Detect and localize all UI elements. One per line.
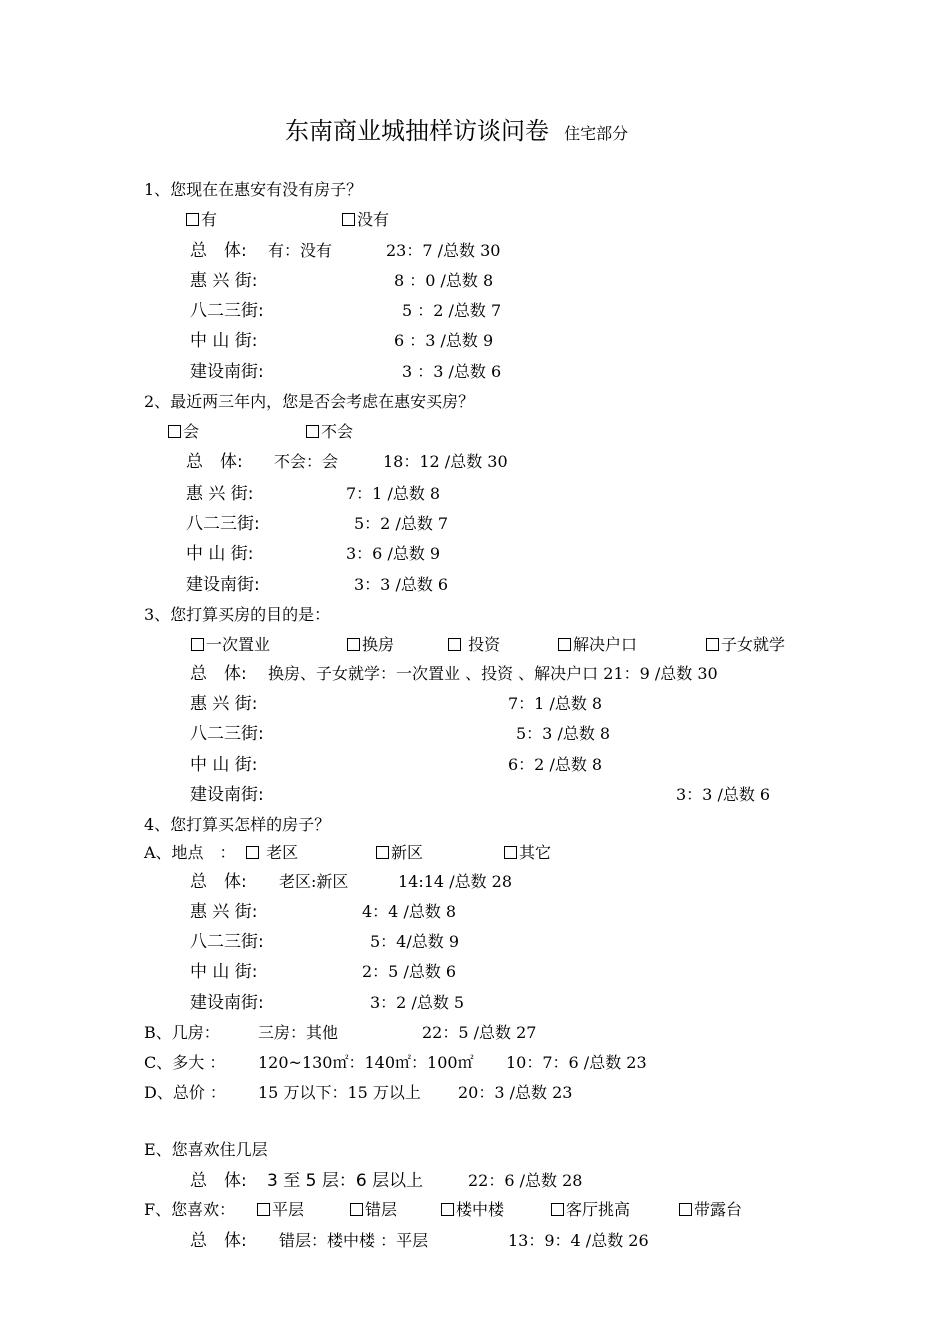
checkbox-icon[interactable]: [679, 1203, 692, 1216]
q4a-row3-value: 2：5 /总数 6: [362, 962, 457, 981]
q4a-row4-value: 3：2 /总数 5: [370, 993, 465, 1012]
document-title-line: [285, 116, 628, 146]
checkbox-icon[interactable]: [168, 425, 181, 438]
q4f-total-value: 13：9：4 /总数 26: [508, 1231, 649, 1250]
q3-row1-value: 7：1 /总数 8: [508, 694, 603, 713]
checkbox-icon[interactable]: [558, 638, 571, 651]
q3-row3-value: 6：2 /总数 8: [508, 755, 603, 774]
q4a-total-value: 14:14 /总数 28: [398, 872, 513, 891]
checkbox-icon[interactable]: [448, 638, 461, 651]
q4e-total-mid: 3 至 5 层：6 层以上: [267, 1171, 424, 1191]
q1-total-mid: 有：没有: [268, 241, 333, 260]
q1-total-label: 总 体:: [190, 241, 247, 261]
checkbox-icon[interactable]: [347, 638, 360, 651]
q4a-row2-label: 八二三街:: [190, 932, 264, 952]
checkbox-icon[interactable]: [246, 846, 259, 859]
checkbox-icon[interactable]: [191, 638, 204, 651]
q1-total-value: 23：7 /总数 30: [386, 241, 501, 260]
q1-row4-value: 3 ：3 /总数 6: [402, 362, 502, 381]
q4b-mid: 三房：其他: [258, 1023, 339, 1042]
q2-total-value: 18：12 /总数 30: [383, 452, 508, 471]
checkbox-icon[interactable]: [257, 1203, 270, 1216]
q3-total-text: 换房、子女就学：一次置业 、投资 、解决户口 21：9 /总数 30: [268, 664, 718, 683]
q2-row4-label: 建设南街:: [186, 575, 260, 595]
q3-option-schooling[interactable]: 子女就学: [706, 634, 785, 656]
q4c-value: 10：7：6 /总数 23: [506, 1053, 647, 1072]
q4f-total-mid: 错层：楼中楼 ：平层: [279, 1231, 429, 1250]
q3-option-invest[interactable]: 投资: [448, 634, 500, 656]
q3-option-change-home[interactable]: 换房: [347, 634, 394, 656]
q1-row2-label: 八二三街:: [190, 301, 264, 321]
q4d-label: D、总价 ：: [144, 1083, 226, 1102]
q1-row3-label: 中 山 街:: [190, 331, 258, 351]
q4e-total-value: 22：6 /总数 28: [468, 1171, 583, 1190]
page-subtitle: 住宅部分: [564, 124, 629, 143]
q4c-label: C、多大 ：: [144, 1053, 226, 1072]
q4f-option-high-ceiling[interactable]: 客厅挑高: [551, 1199, 630, 1221]
q2-total-label: 总 体:: [186, 452, 243, 472]
q2-row1-label: 惠 兴 街:: [186, 484, 254, 504]
checkbox-icon[interactable]: [551, 1203, 564, 1216]
q4a-total-label: 总 体:: [190, 872, 247, 892]
q2-question: 2、最近两三年内，您是否会考虑在惠安买房？: [144, 392, 475, 411]
q2-row3-label: 中 山 街:: [186, 544, 254, 564]
q4e-total-label: 总 体:: [190, 1171, 247, 1191]
q1-question: 1、您现在在惠安有没有房子？: [144, 180, 363, 199]
q4d-value: 20：3 /总数 23: [458, 1083, 573, 1102]
q3-option-first-home[interactable]: 一次置业: [191, 634, 270, 656]
q3-option-hukou[interactable]: 解决户口: [558, 634, 637, 656]
checkbox-icon[interactable]: [441, 1203, 454, 1216]
q3-question: 3、您打算买房的目的是：: [144, 605, 331, 624]
q2-row4-value: 3：3 /总数 6: [354, 575, 449, 594]
q1-row3-value: 6 ：3 /总数 9: [394, 331, 494, 350]
q2-row2-value: 5：2 /总数 7: [354, 514, 449, 533]
q1-row1-value: 8 ：0 /总数 8: [394, 271, 494, 290]
q3-row2-label: 八二三街:: [190, 724, 264, 744]
q3-total-label: 总 体:: [190, 664, 247, 684]
checkbox-icon[interactable]: [504, 846, 517, 859]
q4f-option-split-level[interactable]: 错层: [350, 1199, 397, 1221]
q4a-option-old-district[interactable]: 老区: [246, 842, 298, 864]
q2-option-wont[interactable]: 不会: [306, 421, 353, 443]
q3-row3-label: 中 山 街:: [190, 755, 258, 775]
q4b-label: B、几房：: [144, 1023, 220, 1042]
q4a-row1-label: 惠 兴 街:: [190, 902, 258, 922]
q4a-row1-value: 4：4 /总数 8: [362, 902, 457, 921]
q2-total-mid: 不会：会: [274, 452, 339, 471]
q4a-label: A、地点 ：: [144, 843, 236, 862]
q4f-option-terrace[interactable]: 带露台: [679, 1199, 742, 1221]
checkbox-icon[interactable]: [342, 213, 355, 226]
q4f-option-flat[interactable]: 平层: [257, 1199, 304, 1221]
q1-row4-label: 建设南街:: [190, 362, 264, 382]
q3-row4-label: 建设南街:: [190, 785, 264, 805]
page-title: 东南商业城抽样访谈问卷: [285, 117, 549, 145]
q4-question: 4、您打算买怎样的房子？: [144, 815, 331, 834]
q1-option-no[interactable]: 没有: [342, 209, 389, 231]
q2-row1-value: 7：1 /总数 8: [346, 484, 441, 503]
q4a-row3-label: 中 山 街:: [190, 962, 258, 982]
checkbox-icon[interactable]: [306, 425, 319, 438]
checkbox-icon[interactable]: [376, 846, 389, 859]
q2-row2-label: 八二三街:: [186, 514, 260, 534]
q4e-label: E、您喜欢住几层: [144, 1140, 268, 1159]
q1-option-yes[interactable]: 有: [186, 209, 217, 231]
q4a-row4-label: 建设南街:: [190, 993, 264, 1013]
q4a-row2-value: 5：4/总数 9: [370, 932, 460, 951]
q3-row2-value: 5：3 /总数 8: [516, 724, 611, 743]
checkbox-icon[interactable]: [186, 213, 199, 226]
q4a-option-new-district[interactable]: 新区: [376, 842, 423, 864]
q1-row1-label: 惠 兴 街:: [190, 271, 258, 291]
q3-row4-value: 3：3 /总数 6: [676, 785, 771, 804]
q4d-mid: 15 万以下：15 万以上: [258, 1083, 421, 1102]
q4a-total-mid: 老区:新区: [279, 872, 349, 891]
q4f-label: F、您喜欢：: [144, 1200, 236, 1219]
q4b-value: 22：5 /总数 27: [422, 1023, 537, 1042]
q4f-option-duplex[interactable]: 楼中楼: [441, 1199, 504, 1221]
q2-row3-value: 3：6 /总数 9: [346, 544, 441, 563]
q3-row1-label: 惠 兴 街:: [190, 694, 258, 714]
q2-option-will[interactable]: 会: [168, 421, 199, 443]
checkbox-icon[interactable]: [350, 1203, 363, 1216]
q4a-option-other[interactable]: 其它: [504, 842, 551, 864]
q1-row2-value: 5 ：2 /总数 7: [402, 301, 502, 320]
checkbox-icon[interactable]: [706, 638, 719, 651]
q4f-total-label: 总 体:: [190, 1231, 247, 1251]
q4c-mid: 120~130㎡：140㎡：100㎡: [258, 1053, 474, 1072]
